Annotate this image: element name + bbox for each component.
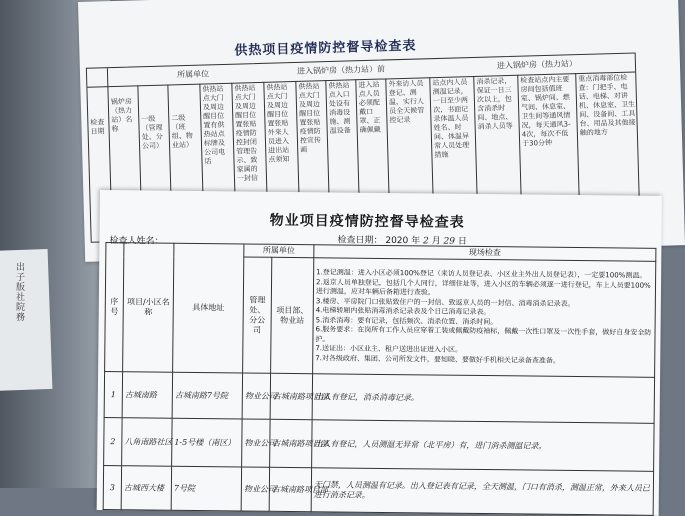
unit2-header: 项目部、物业站	[271, 257, 314, 373]
row-situation: 无门禁，人员测温有记录。出入登记表有记录，全天测温，门口有消杀，测温正常，外来人员已进行消杀记录。	[311, 468, 653, 516]
heating-boiler-name-header: 锅炉房（热力站）名称	[107, 67, 142, 241]
row-project: 古城南路	[122, 372, 172, 419]
heating-col-header: 外来访人员登记、测温，实行人员全天候管控记录	[385, 77, 433, 233]
row-project: 古城西大楼	[121, 466, 171, 511]
heating-col-header: 站点内人员测温记录，一日至少两次，书面记录体温人员姓名、时间、体温异常人员处理措施	[429, 76, 477, 232]
inspector-name-label: 检查人姓名：	[109, 236, 164, 247]
row-unit1: 物业公司	[242, 373, 270, 419]
row-unit2: 古城南路项目部	[270, 419, 313, 467]
row-unit2: 古城南路项目部	[270, 373, 312, 419]
side-document-text: 出子版社院務	[14, 262, 24, 322]
row-situation: 出入有登记，消杀消毒记录。	[312, 374, 654, 424]
row-unit1: 物业公司	[241, 467, 269, 511]
situation-header: 现场检查	[314, 245, 656, 262]
heating-col-header: 供热站点大门及周边醒目位置张贴疫情防控宣传画	[295, 80, 329, 236]
heating-col-header: 一级（管理处、分公司）	[137, 85, 171, 241]
heating-col-header: 供热站点大门及周边醒目位置张贴疫情防控封闭管理告示、致家属的一封信	[231, 82, 267, 238]
row-situation: 出入有登记，人员测温无异常（北平房）有，进门消杀测温记录。	[312, 420, 654, 472]
property-sheet-title: 物业项目疫情防控督导检查表	[269, 212, 465, 231]
project-header: 项目/小区名称	[123, 243, 174, 373]
note-item: 6.服务要求：在岗所有工作人员应穿着工装或佩戴防疫袖标，佩戴一次性口罩及一次性手套，做好自身安全防护。	[315, 325, 652, 343]
address-header: 具体地址	[173, 243, 244, 373]
unit-group-header: 所属单位	[244, 244, 314, 258]
row-unit2: 古城南路项目部	[269, 467, 311, 511]
inspection-notes	[313, 258, 656, 378]
heating-col-header: 检查站点内主要房间包括值班室、锅炉间、燃气间、休息室、卫生间等通风情况，每天通风3-4次，每次不低于30分钟	[517, 73, 579, 230]
heating-col-header: 二级（班组、物业站）	[167, 84, 203, 240]
check-date-year: 2020	[385, 235, 409, 247]
heating-sheet-title: 供热项目疫情防控督导检查表	[234, 38, 417, 59]
check-date-day-label: 日	[457, 236, 467, 247]
check-date-day: 29	[443, 236, 456, 247]
seq-header: 序号	[105, 243, 124, 372]
row-project: 八角南路社区	[122, 418, 172, 467]
table-row	[103, 466, 653, 516]
note-item: 2.返京人员单独登记，包括几个人同行，详细住址等，进入小区的车辆必须逐一进行登记，车上人员要100%进行测温，应对车辆后备箱进行查验。	[315, 277, 651, 297]
property-table	[103, 242, 657, 516]
note-item: 1.登记测温：进入小区必须100%登记（来访人员登记表、小区业主外出人员登记表），一定要100%测温。	[316, 268, 647, 280]
note-item: 3.楼房、平房院门口张贴致住户的一封信、致返京人员的一封信、消毒消杀记录表。	[315, 296, 575, 308]
row-address: 古城南路7号院	[172, 372, 242, 419]
check-date-year-suffix: 年	[411, 236, 421, 247]
heating-col-header: 供热站点入口处设有消毒设施、测温设备	[325, 79, 359, 235]
note-item: 7.对各级政府、集团、公司所发文件，要知晓、要做好手机相关记录备查准备。	[315, 353, 560, 365]
check-date-month-label: 月	[431, 236, 441, 247]
row-unit1: 物业公司	[242, 419, 271, 467]
note-item: 7.送证出：小区业主、租户送进出证进入小区。	[315, 344, 463, 354]
side-document	[0, 249, 52, 391]
heating-entry-group-header: 进入锅炉房（热力站）前	[296, 64, 386, 76]
heating-date-header: 检查日期	[90, 118, 105, 136]
heating-inside-group-header: 进入锅炉房（热力站）	[496, 59, 578, 71]
table-row	[104, 418, 654, 472]
note-item: 5.消杀消毒：要有记录，包括频次、消杀位置、消杀时间。	[315, 315, 498, 326]
unit1-header: 管理处、分公司	[243, 257, 272, 373]
table-row	[104, 372, 654, 424]
row-seq: 2	[104, 418, 123, 466]
note-item: 4.电梯轿厢内张贴消毒消杀记录表及个日已消毒记录表。	[315, 306, 491, 317]
heating-col-header: 消杀记录，保证一日三次以上，包含消杀时间、地点、消杀人员等	[473, 75, 521, 231]
heating-col-header: 供热站点大门及周边醒目位置张贴外来人员进入进出站点须知	[263, 81, 299, 237]
check-date-month: 2	[422, 236, 429, 247]
property-inspection-sheet	[97, 190, 662, 516]
row-seq: 3	[103, 466, 121, 510]
heating-unit-group-header: 所属单位	[176, 69, 210, 80]
row-address: 7号院	[171, 466, 241, 511]
row-address: 1-5号楼（南区）	[172, 418, 242, 467]
check-date-label: 检查日期：	[337, 235, 383, 246]
row-seq: 1	[104, 372, 122, 418]
heating-col-header: 进入站点人员必须配戴口罩、正确佩戴	[355, 78, 389, 234]
heating-col-header: 重点消毒部位检查：门把手、电话、电梯、对讲机、休息室、卫生间、设备间、工具台、用品及其他接触的地方	[575, 71, 641, 228]
heating-col-header: 供热站点大门及周边醒目位置有供热站点标牌及公司电话	[199, 83, 235, 239]
